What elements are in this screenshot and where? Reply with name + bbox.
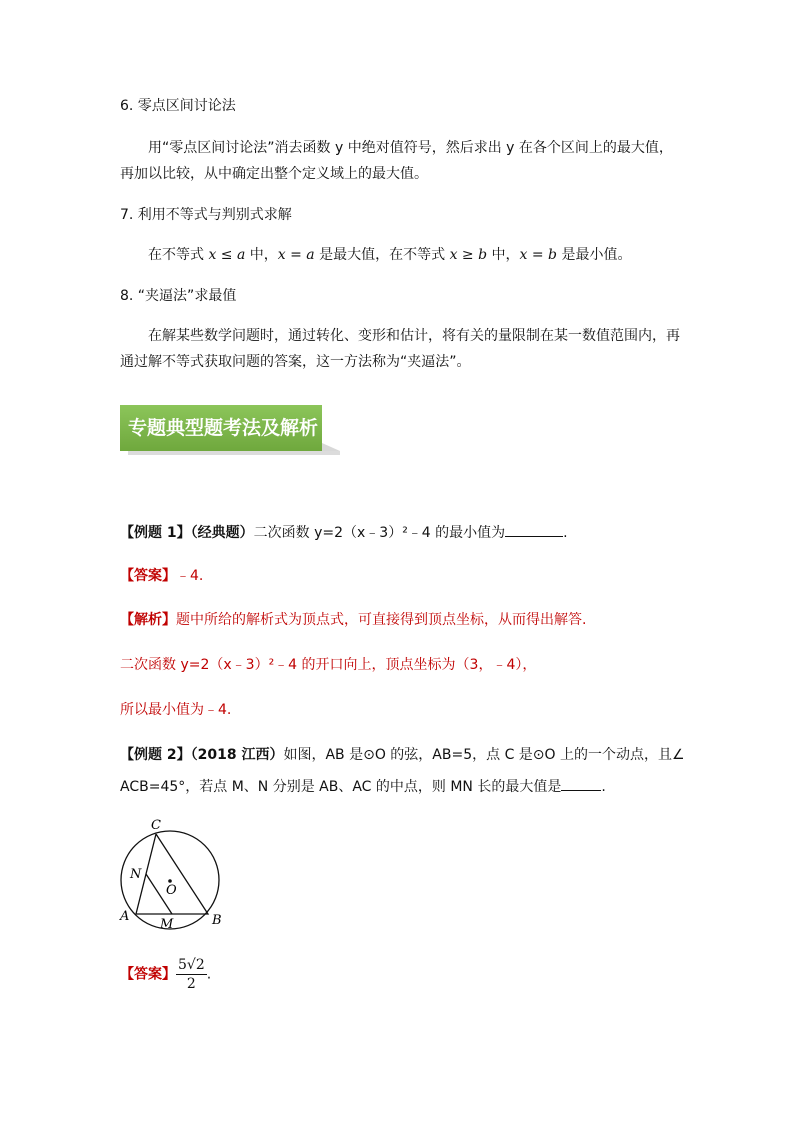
example-1-step-1: 二次函数 y=2（x﹣3）²﹣4 的开口向上，顶点坐标为（3，﹣4）， (120, 657, 537, 673)
fraction-denominator: 2 (186, 976, 196, 992)
section-6-paragraph-line-1: 用“零点区间讨论法”消去函数 y 中绝对值符号，然后求出 y 在各个区间上的最大值， (148, 140, 673, 156)
section-7-heading: 7. 利用不等式与判别式求解 (120, 207, 292, 223)
section-7-paragraph (148, 246, 631, 264)
example-1-step-2: 所以最小值为﹣4. (120, 702, 232, 718)
answer-end: . (206, 966, 212, 983)
inequality-x-le-a: x ≤ a (208, 247, 246, 263)
answer-blank (505, 524, 563, 537)
analysis-tag: 【解析】 (120, 612, 176, 628)
example-1-analysis (120, 611, 586, 629)
fraction-numerator: 5√2 (178, 957, 205, 973)
answer-blank (561, 778, 601, 791)
banner-shadow-bar (128, 451, 340, 455)
example-2-question-line-1 (120, 746, 685, 764)
section-6-heading: 6. 零点区间讨论法 (120, 98, 236, 114)
label-n: N (130, 867, 142, 882)
example-2-question-text-1: 如图，AB 是⊙O 的弦，AB=5，点 C 是⊙O 上的一个动点，且∠ (283, 747, 685, 763)
example-1-question-text: 二次函数 y=2（x﹣3）²﹣4 的最小值为 (253, 525, 506, 541)
banner-shadow-tip (322, 443, 340, 451)
example-1-tag: 【例题 1】（经典题） (120, 525, 254, 541)
section-7-text-d: 中， (487, 247, 520, 263)
section-6-paragraph-line-2: 再加以比较，从中确定出整个定义域上的最大值。 (120, 166, 428, 182)
example-2-question-end: . (601, 779, 606, 795)
answer-tag: 【答案】 (120, 568, 176, 584)
inequality-x-ge-b: x ≥ b (449, 247, 488, 263)
section-8-heading: 8. “夹逼法”求最值 (120, 288, 237, 304)
circle-figure (112, 812, 232, 934)
section-8-paragraph-line-2: 通过解不等式获取问题的答案，这一方法称为“夹逼法”。 (120, 354, 471, 370)
answer-tag: 【答案】 (120, 966, 176, 983)
example-1-question-end: . (563, 525, 568, 541)
section-7-text-c: 是最大值，在不等式 (314, 247, 450, 263)
example-2-tag: 【例题 2】（2018 江西） (120, 747, 284, 763)
example-1-question (120, 524, 568, 542)
example-2-question-line-2 (120, 778, 606, 796)
answer-fraction (176, 956, 207, 993)
label-c: C (151, 818, 161, 833)
analysis-text: 题中所给的解析式为顶点式，可直接得到顶点坐标，从而得出解答. (176, 612, 587, 628)
answer-value: ﹣4. (176, 568, 204, 584)
example-2-question-text-2: ACB=45°，若点 M、N 分别是 AB、AC 的中点，则 MN 长的最大值是 (120, 779, 562, 795)
example-1-answer (120, 567, 203, 585)
section-8-paragraph-line-1: 在解某些数学问题时，通过转化、变形和估计，将有关的量限制在某一数值范围内，再 (148, 328, 680, 344)
label-o: O (166, 883, 177, 898)
label-b: B (212, 913, 222, 928)
banner-title: 专题典型题考法及解析 (120, 405, 322, 451)
triangle-acb (136, 834, 208, 914)
section-7-text-b: 中， (245, 247, 278, 263)
equation-x-eq-a: x = a (277, 247, 315, 263)
section-7-text-e: 是最小值。 (557, 247, 632, 263)
label-m: M (160, 917, 174, 932)
section-7-text-a: 在不等式 (148, 247, 209, 263)
example-2-answer (120, 956, 211, 993)
label-a: A (120, 909, 130, 924)
equation-x-eq-b: x = b (519, 247, 558, 263)
